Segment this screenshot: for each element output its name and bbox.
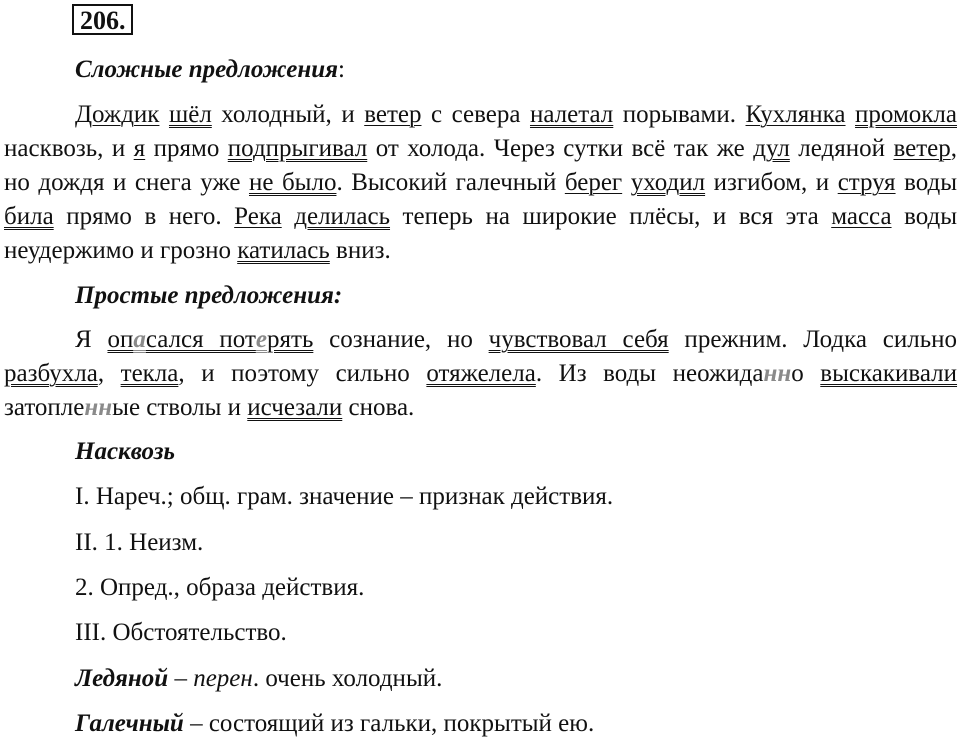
text-run: сознание, но	[313, 326, 489, 353]
predicate-word: била	[4, 203, 54, 230]
exercise-number: 206.	[72, 4, 133, 35]
text-run: от холода. Через сутки всё так же	[367, 135, 754, 162]
analysis-line-4: III. Обстоятельство.	[75, 619, 287, 646]
subject-word: ветер	[893, 135, 951, 162]
text-run	[159, 101, 169, 128]
definition-dash: –	[183, 710, 209, 737]
text-run: , и поэтому сильно	[178, 360, 427, 387]
subject-word: Дождик	[75, 101, 160, 128]
predicate-word: дул	[753, 135, 790, 162]
subject-word: Кухлянка	[745, 101, 846, 128]
text-run: . Из воды неожида	[535, 360, 764, 387]
text-run: Я	[75, 326, 108, 353]
predicate-word: промокла	[855, 101, 957, 128]
predicate-word: оп	[107, 326, 134, 353]
subject-word: я	[133, 135, 146, 162]
simple-sentences-heading: Простые предложения:	[75, 282, 343, 309]
text-run: ледяной	[789, 135, 894, 162]
complex-sentences-paragraph	[4, 98, 957, 268]
text-run: снова.	[342, 394, 415, 421]
complex-heading-text: Сложные предложения	[75, 56, 338, 83]
text-run: о	[791, 360, 821, 387]
text-run: затопле	[4, 394, 85, 421]
complex-sentences-heading	[75, 53, 345, 87]
text-run	[282, 203, 295, 230]
definition-text: состоящий из гальки, покрытый ею.	[208, 710, 595, 737]
predicate-word: текла	[120, 360, 179, 387]
text-run: , но дождя и снега уже	[4, 135, 957, 196]
text-run: изгибом, и	[705, 169, 838, 196]
text-run: прямо в него.	[53, 203, 235, 230]
predicate-word: уходил	[630, 169, 706, 196]
predicate-word: рять	[267, 326, 314, 353]
text-run: прямо	[145, 135, 228, 162]
text-run: прежним. Лодка сильно	[668, 326, 957, 353]
subject-word: масса	[831, 203, 892, 230]
text-run: насквозь, и	[4, 135, 134, 162]
predicate-word: налетал	[529, 101, 614, 128]
definition-word: Ледяной	[75, 665, 169, 692]
highlighted-letters: нн	[84, 394, 113, 421]
definition-text: . очень холодный.	[252, 665, 443, 692]
simple-sentences-paragraph	[4, 323, 957, 425]
text-run: холодный, и	[211, 101, 365, 128]
predicate-word: катилась	[237, 237, 330, 264]
analysis-line-1: I. Нареч.; общ. грам. значение – признак действия.	[75, 483, 614, 510]
subject-word: Река	[234, 203, 282, 230]
predicate-word: исчезали	[247, 394, 343, 421]
predicate-word: не было	[248, 169, 337, 196]
analysis-line-3: 2. Опред., образа действия.	[75, 574, 365, 601]
text-run	[622, 169, 631, 196]
definition-note: перен	[193, 665, 253, 692]
predicate-word: сался пот	[145, 326, 256, 353]
predicate-word: шёл	[168, 101, 212, 128]
highlighted-letters: а	[133, 326, 146, 353]
analysis-word-text: Насквозь	[75, 438, 175, 465]
text-run: вниз.	[329, 237, 391, 264]
text-run: . Высокий галечный	[336, 169, 565, 196]
subject-word: струя	[837, 169, 896, 196]
highlighted-letters: нн	[763, 360, 792, 387]
analysis-line-2: II. 1. Неизм.	[75, 529, 204, 556]
predicate-word: разбухла	[4, 360, 98, 387]
predicate-word: делилась	[294, 203, 391, 230]
predicate-word: подпрыгивал	[227, 135, 368, 162]
heading-colon: :	[337, 56, 345, 83]
analysis-word	[75, 435, 175, 469]
definition-1	[75, 662, 442, 696]
text-run: воды	[895, 169, 957, 196]
definition-dash: –	[168, 665, 194, 692]
predicate-word: чувствовал себя	[488, 326, 669, 353]
text-run: с севера	[421, 101, 530, 128]
text-run: теперь на широкие плёсы, и вся эта	[390, 203, 832, 230]
subject-word: берег	[564, 169, 623, 196]
text-run: ые стволы и	[112, 394, 248, 421]
text-run	[846, 101, 856, 128]
text-run: воды неудержимо и грозно	[4, 203, 958, 264]
definition-2	[75, 707, 594, 741]
predicate-word: отяжелела	[426, 360, 536, 387]
text-run: порывами.	[613, 101, 746, 128]
subject-word: ветер	[364, 101, 422, 128]
highlighted-letters: е	[255, 326, 268, 353]
definition-word: Галечный	[75, 710, 184, 737]
predicate-word: выскакивали	[820, 360, 958, 387]
text-run: ,	[97, 360, 121, 387]
